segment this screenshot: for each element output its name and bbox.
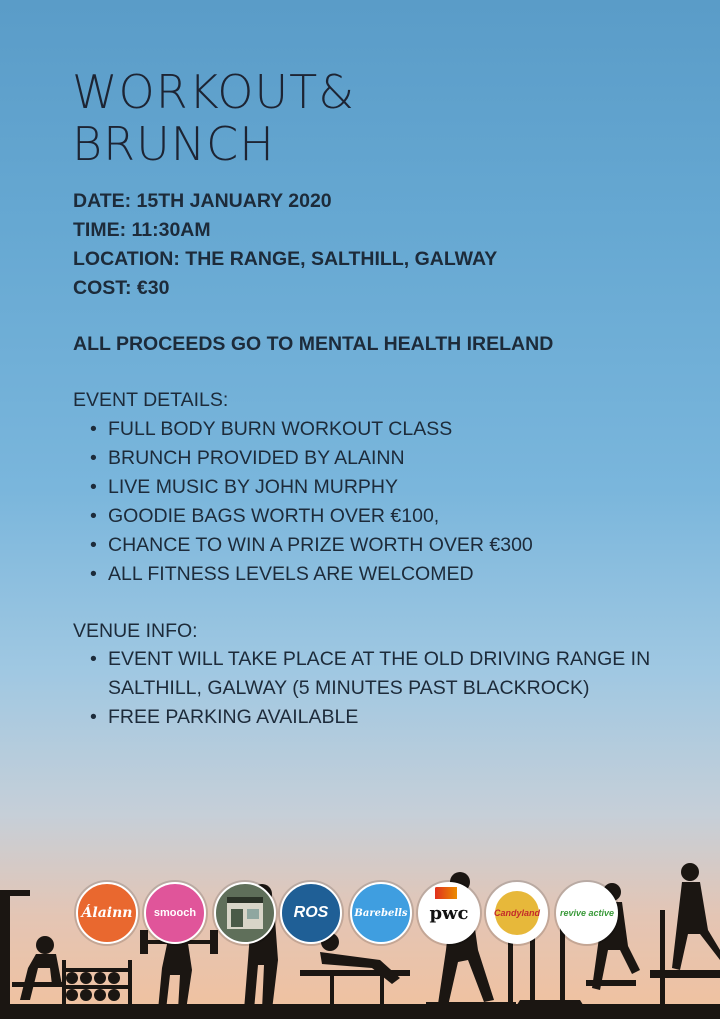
title-line-1: WORKOUT&	[72, 65, 356, 119]
sponsor-logos	[74, 882, 634, 946]
list-item: • EVENT WILL TAKE PLACE AT THE OLD DRIVING RANGE IN SALTHILL, GALWAY (5 MINUTES PAST BLACKROCK)	[90, 645, 670, 703]
event-facts	[73, 187, 497, 303]
proceeds-note: ALL PROCEEDS GO TO MENTAL HEALTH IRELAND	[73, 333, 554, 355]
event-cost: COST: €30	[73, 277, 170, 299]
event-date: DATE: 15TH JANUARY 2020	[73, 190, 332, 212]
alainn-logo: Álainn	[76, 882, 138, 944]
event-location: LOCATION: THE RANGE, SALTHILL, GALWAY	[73, 248, 498, 270]
ros-nutrition-logo: ROS	[280, 882, 342, 944]
event-details-heading: EVENT DETAILS:	[73, 389, 229, 411]
pwc-logo: pwc	[418, 882, 480, 944]
revive-active-logo: revive active	[556, 882, 618, 944]
list-item: • FREE PARKING AVAILABLE	[90, 703, 670, 732]
list-item: • LIVE MUSIC BY JOHN MURPHY	[90, 473, 533, 502]
poster-title	[72, 66, 355, 170]
event-details-list	[90, 415, 533, 589]
pwc-mark-icon	[435, 887, 457, 899]
candyland-logo: Candyland	[486, 882, 548, 944]
shopfront-logo	[214, 882, 276, 944]
list-item: • BRUNCH PROVIDED BY ALAINN	[90, 444, 533, 473]
list-item: • CHANCE TO WIN A PRIZE WORTH OVER €300	[90, 531, 533, 560]
shopfront-icon	[225, 893, 265, 933]
venue-info-heading: VENUE INFO:	[73, 620, 198, 642]
list-item: • GOODIE BAGS WORTH OVER €100,	[90, 502, 533, 531]
venue-info-list	[90, 645, 670, 732]
barebells-logo: Barebells	[350, 882, 412, 944]
title-line-2: BRUNCH	[72, 117, 275, 171]
smooch-logo: smooch	[144, 882, 206, 944]
list-item: • ALL FITNESS LEVELS ARE WELCOMED	[90, 560, 533, 589]
list-item: • FULL BODY BURN WORKOUT CLASS	[90, 415, 533, 444]
event-time: TIME: 11:30AM	[73, 219, 211, 241]
